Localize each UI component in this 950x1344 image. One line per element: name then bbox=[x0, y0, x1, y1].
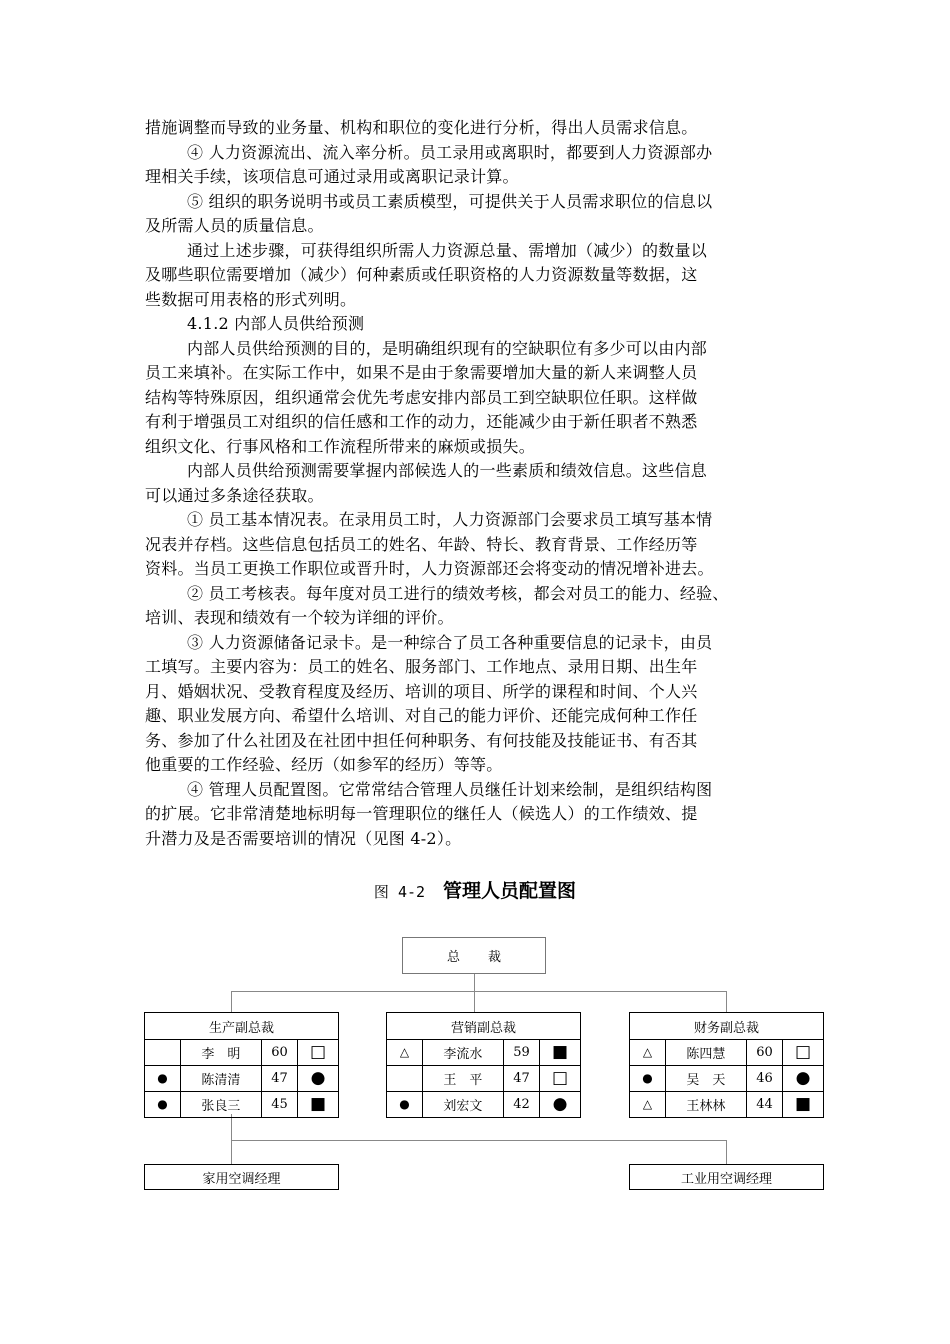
candidate-row bbox=[387, 1092, 581, 1118]
paragraph-line: 培训、表现和绩效有一个较为详细的评价。 bbox=[145, 608, 454, 627]
readiness-mark-icon: △ bbox=[642, 1097, 653, 1111]
paragraph-line: ④ 人力资源流出、流入率分析。员工录用或离职时，都要到人力资源部办 bbox=[187, 142, 713, 162]
status-icon: ■ bbox=[310, 1094, 327, 1114]
vp-title: 生产副总裁 bbox=[145, 1013, 339, 1040]
paragraph-line: 及所需人员的质量信息。 bbox=[145, 216, 324, 235]
figure-caption bbox=[0, 876, 950, 903]
candidate-row bbox=[387, 1066, 581, 1092]
paragraph-line: 资料。当员工更换工作职位或晋升时，人力资源部还会将变动的情况增补进去。 bbox=[145, 559, 714, 578]
status-icon: □ bbox=[552, 1068, 569, 1088]
paragraph-line: ② 员工考核表。每年度对员工进行的绩效考核，都会对员工的能力、经验、 bbox=[187, 583, 729, 603]
readiness-mark-icon: ● bbox=[399, 1097, 410, 1111]
candidate-name: 王林林 bbox=[686, 1099, 726, 1114]
figure-title: 管理人员配置图 bbox=[443, 880, 577, 902]
paragraph-line: 理相关手续，该项信息可通过录用或离职记录计算。 bbox=[145, 167, 519, 186]
paragraph-line: 趣、职业发展方向、希望什么培训、对自己的能力评价、还能完成何种工作任 bbox=[145, 706, 698, 725]
readiness-mark-icon: △ bbox=[399, 1045, 410, 1059]
paragraph-line: 工填写。主要内容为：员工的姓名、服务部门、工作地点、录用日期、出生年 bbox=[145, 657, 698, 676]
candidate-age: 46 bbox=[756, 1071, 773, 1086]
paragraph-line: 员工来填补。在实际工作中，如果不是由于象需要增加大量的新人来调整人员 bbox=[145, 363, 698, 382]
paragraph-line: 及哪些职位需要增加（减少）何种素质或任职资格的人力资源数量等数据，这 bbox=[145, 265, 698, 284]
candidate-name: 刘宏文 bbox=[443, 1099, 483, 1114]
status-icon: □ bbox=[310, 1042, 327, 1062]
paragraph-line: 月、婚姻状况、受教育程度及经历、培训的项目、所学的课程和时间、个人兴 bbox=[145, 681, 698, 701]
paragraph-line: 的扩展。它非常清楚地标明每一管理职位的继任人（候选人）的工作绩效、提 bbox=[145, 804, 698, 823]
candidate-name: 王 平 bbox=[443, 1073, 483, 1088]
connector-vp3 bbox=[726, 991, 727, 1012]
paragraph-line: 他重要的工作经验、经历（如参军的经历）等等。 bbox=[145, 755, 503, 774]
candidate-name: 李 明 bbox=[201, 1047, 241, 1062]
paragraph-line: 可以通过多条途径获取。 bbox=[145, 485, 324, 505]
readiness-mark-icon: ● bbox=[642, 1071, 653, 1085]
status-icon: □ bbox=[795, 1042, 812, 1062]
paragraph-line: ① 员工基本情况表。在录用员工时，人力资源部门会要求员工填写基本情 bbox=[187, 510, 713, 529]
candidate-age: 47 bbox=[513, 1071, 530, 1086]
vp-table-production bbox=[144, 1012, 339, 1118]
paragraph-line: 升潜力及是否需要培训的情况（见图 4-2）。 bbox=[145, 828, 462, 848]
candidate-row bbox=[145, 1040, 339, 1066]
candidate-name: 陈清清 bbox=[201, 1073, 241, 1088]
candidate-age: 45 bbox=[271, 1097, 288, 1112]
candidate-name: 李流水 bbox=[443, 1047, 483, 1062]
connector-vp-horizontal bbox=[231, 991, 727, 992]
paragraph-line: 组织文化、行事风格和工作流程所带来的麻烦或损失。 bbox=[145, 436, 536, 456]
body-text bbox=[145, 116, 835, 851]
candidate-age: 42 bbox=[513, 1097, 530, 1112]
candidate-row bbox=[630, 1066, 824, 1092]
paragraph-line: ③ 人力资源储备记录卡。是一种综合了员工各种重要信息的记录卡，由员 bbox=[187, 632, 713, 652]
paragraph-line: 4.1.2 内部人员供给预测 bbox=[187, 314, 365, 333]
paragraph-line: 内部人员供给预测需要掌握内部候选人的一些素质和绩效信息。这些信息 bbox=[187, 461, 708, 480]
candidate-row bbox=[145, 1092, 339, 1118]
candidate-age: 60 bbox=[756, 1045, 773, 1060]
status-icon: ● bbox=[552, 1094, 568, 1114]
candidate-row bbox=[145, 1066, 339, 1092]
readiness-mark-icon: △ bbox=[642, 1045, 653, 1059]
connector-mgr2 bbox=[726, 1140, 727, 1164]
paragraph-line: 些数据可用表格的形式列明。 bbox=[145, 289, 357, 309]
paragraph-line: 措施调整而导致的业务量、机构和职位的变化进行分析，得出人员需求信息。 bbox=[145, 118, 698, 137]
candidate-name: 陈四慧 bbox=[686, 1047, 726, 1062]
manager-box-industrial-ac: 工业用空调经理 bbox=[629, 1164, 824, 1190]
vp-title: 财务副总裁 bbox=[630, 1013, 824, 1040]
ceo-box: 总裁 bbox=[402, 937, 546, 974]
connector-mgr1 bbox=[231, 1140, 232, 1164]
paragraph-line: 有利于增强员工对组织的信任感和工作的动力，还能减少由于新任职者不熟悉 bbox=[145, 412, 698, 431]
vp-table-marketing bbox=[386, 1012, 581, 1118]
figure-number: 图 4-2 bbox=[373, 883, 426, 901]
paragraph-line: 况表并存档。这些信息包括员工的姓名、年龄、特长、教育背景、工作经历等 bbox=[145, 534, 698, 554]
readiness-mark-icon: ● bbox=[157, 1097, 168, 1111]
paragraph-line: 务、参加了什么社团及在社团中担任何种职务、有何技能及技能证书、有否其 bbox=[145, 730, 698, 750]
paragraph-line: 通过上述步骤，可获得组织所需人力资源总量、需增加（减少）的数量以 bbox=[187, 240, 708, 260]
paragraph-line: ⑤ 组织的职务说明书或员工素质模型，可提供关于人员需求职位的信息以 bbox=[187, 191, 713, 211]
connector-mgr-horizontal bbox=[231, 1140, 727, 1141]
manager-box-home-ac: 家用空调经理 bbox=[144, 1164, 339, 1190]
connector-ceo-down bbox=[474, 974, 475, 992]
vp-table-finance bbox=[629, 1012, 824, 1118]
status-icon: ● bbox=[310, 1068, 326, 1088]
vp-title: 营销副总裁 bbox=[387, 1013, 581, 1040]
candidate-age: 47 bbox=[271, 1071, 288, 1086]
status-icon: ● bbox=[795, 1068, 811, 1088]
candidate-row bbox=[387, 1040, 581, 1066]
candidate-age: 44 bbox=[756, 1097, 773, 1112]
status-icon: ■ bbox=[795, 1094, 812, 1114]
readiness-mark-icon: ● bbox=[157, 1071, 168, 1085]
candidate-age: 60 bbox=[271, 1045, 288, 1060]
paragraph-line: ④ 管理人员配置图。它常常结合管理人员继任计划来绘制，是组织结构图 bbox=[187, 779, 713, 799]
connector-vp1 bbox=[231, 991, 232, 1012]
candidate-name: 张良三 bbox=[201, 1099, 241, 1114]
paragraph-line: 内部人员供给预测的目的，是明确组织现有的空缺职位有多少可以由内部 bbox=[187, 338, 708, 358]
connector-vp2 bbox=[474, 991, 475, 1012]
candidate-row bbox=[630, 1092, 824, 1118]
paragraph-line: 结构等特殊原因，组织通常会优先考虑安排内部员工到空缺职位任职。这样做 bbox=[145, 387, 698, 407]
status-icon: ■ bbox=[552, 1042, 569, 1062]
candidate-row bbox=[630, 1040, 824, 1066]
candidate-age: 59 bbox=[513, 1045, 530, 1060]
candidate-name: 吴 天 bbox=[686, 1073, 726, 1088]
